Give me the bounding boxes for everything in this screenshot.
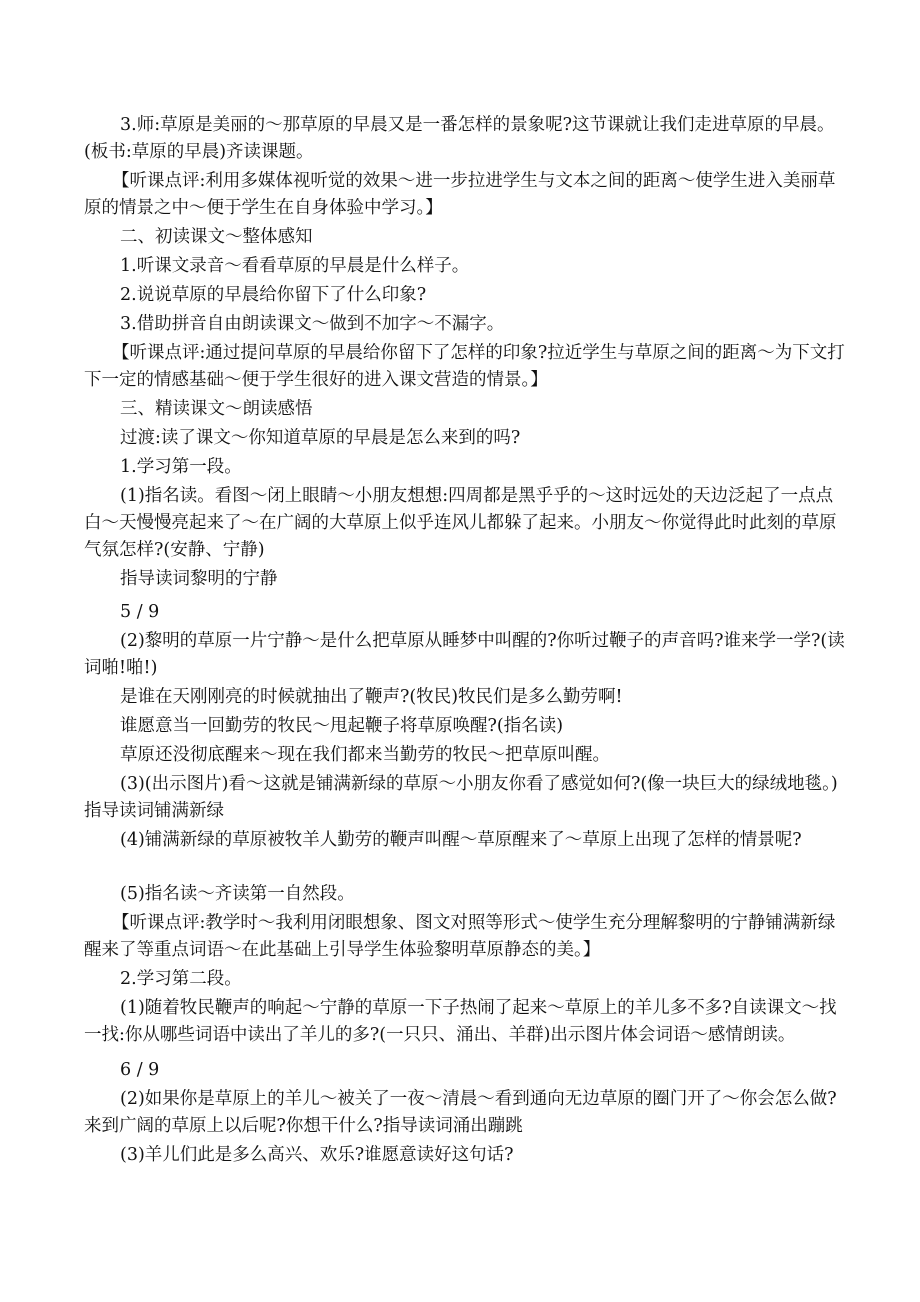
- page-number: 6 / 9: [120, 1060, 160, 1080]
- paragraph: (5)指名读～齐读第一自然段。: [120, 884, 355, 904]
- document-body: [84, 112, 846, 1171]
- section-heading: 二、初读课文～整体感知: [120, 227, 313, 247]
- section-heading: 三、精读课文～朗读感悟: [120, 399, 313, 419]
- list-item: 3.借助拼音自由朗读课文～做到不加字～不漏字。: [120, 314, 505, 334]
- list-item: 1.学习第一段。: [120, 457, 242, 477]
- paragraph: (1)随着牧民鞭声的响起～宁静的草原一下子热闹了起来～草原上的羊儿多不多?自读课文～找一找:你从哪些词语中读出了羊儿的多?(一只只、涌出、羊群)出示图片体会词语～感情朗读。: [84, 998, 837, 1045]
- paragraph-teacher-intro: 3.师:草原是美丽的～那草原的早晨又是一番怎样的景象呢?这节课就让我们走进草原的早晨。(板书:草原的早晨)齐读课题。: [84, 115, 835, 162]
- list-item: 2.学习第二段。: [120, 969, 242, 989]
- comment-paragraph: 【听课点评:教学时～我利用闭眼想象、图文对照等形式～使学生充分理解黎明的宁静铺满新绿醒来了等重点词语～在此基础上引导学生体验黎明草原静态的美。】: [84, 913, 836, 960]
- comment-paragraph: 【听课点评:利用多媒体视听觉的效果～进一步拉进学生与文本之间的距离～使学生进入美丽草原的情景之中～便于学生在自身体验中学习。】: [84, 171, 836, 218]
- paragraph: (3)羊儿们此是多么高兴、欢乐?谁愿意读好这句话?: [120, 1145, 514, 1165]
- paragraph: 指导读词黎明的宁静: [120, 569, 278, 589]
- paragraph: 过渡:读了课文～你知道草原的早晨是怎么来到的吗?: [120, 428, 521, 448]
- paragraph: 谁愿意当一回勤劳的牧民～甩起鞭子将草原唤醒?(指名读): [120, 716, 564, 736]
- paragraph: (3)(出示图片)看～这就是铺满新绿的草原～小朋友你看了感觉如何?(像一块巨大的绿绒地毯。)指导读词铺满新绿: [84, 774, 838, 821]
- list-item: 2.说说草原的早晨给你留下了什么印象?: [120, 285, 427, 305]
- paragraph: (1)指名读。看图～闭上眼睛～小朋友想想:四周都是黑乎乎的～这时远处的天边泛起了一点点白～天慢慢亮起来了～在广阔的大草原上似乎连风儿都躲了起来。小朋友～你觉得此时此刻的草原气氛怎样?(安静、宁静): [84, 486, 837, 560]
- page-number: 5 / 9: [120, 602, 160, 622]
- paragraph: (4)铺满新绿的草原被牧羊人勤劳的鞭声叫醒～草原醒来了～草原上出现了怎样的情景呢?: [120, 830, 802, 850]
- paragraph: 草原还没彻底醒来～现在我们都来当勤劳的牧民～把草原叫醒。: [120, 745, 610, 765]
- paragraph: (2)黎明的草原一片宁静～是什么把草原从睡梦中叫醒的?你听过鞭子的声音吗?谁来学一学?(读词啪!啪!): [84, 631, 845, 678]
- paragraph: 是谁在天刚刚亮的时候就抽出了鞭声?(牧民)牧民们是多么勤劳啊!: [120, 687, 623, 707]
- paragraph: (2)如果你是草原上的羊儿～被关了一夜～清晨～看到通向无边草原的圈门开了～你会怎么做?来到广阔的草原上以后呢?你想干什么?指导读词涌出蹦跳: [84, 1089, 837, 1136]
- list-item: 1.听课文录音～看看草原的早晨是什么样子。: [120, 256, 470, 276]
- comment-paragraph: 【听课点评:通过提问草原的早晨给你留下了怎样的印象?拉近学生与草原之间的距离～为下文打下一定的情感基础～便于学生很好的进入课文营造的情景。】: [84, 343, 845, 390]
